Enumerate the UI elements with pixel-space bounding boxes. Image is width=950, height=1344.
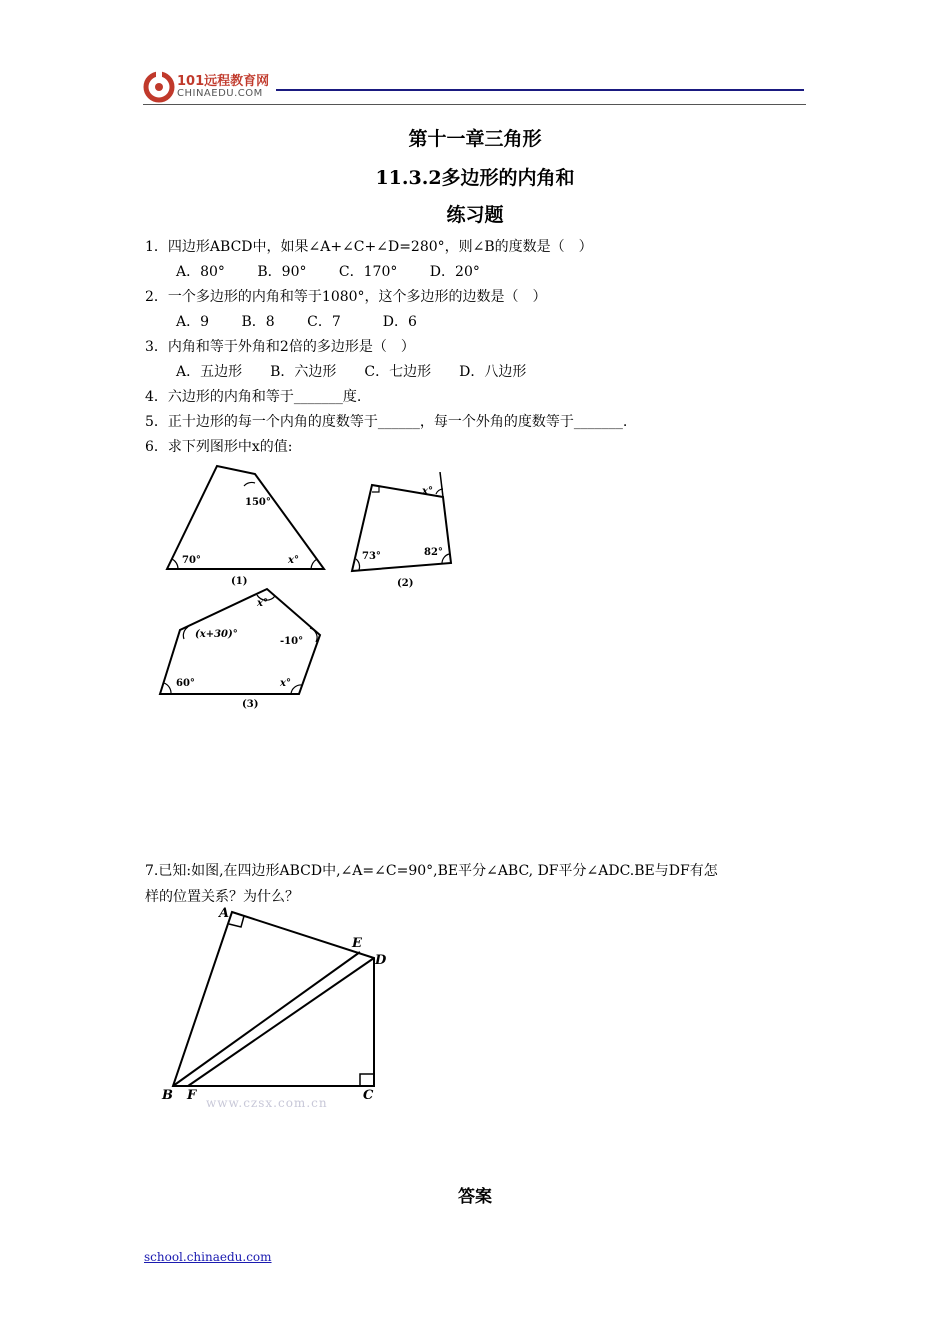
question-1-options: A．80° B．90° C．170° D．20°	[176, 264, 480, 280]
fig3-angle-right-bottom: x°	[280, 678, 291, 689]
fig7-label-C: C	[363, 1088, 374, 1103]
fig1-caption: (1)	[231, 576, 248, 587]
fig3-angle-left-bottom: 60°	[176, 678, 195, 689]
section-title: 11.3.2多边形的内角和	[375, 167, 575, 189]
fig7-label-E: E	[352, 936, 362, 951]
fig2-angle-right: 82°	[424, 547, 443, 558]
figure-2	[345, 472, 470, 592]
fig7-label-B: B	[162, 1088, 173, 1103]
question-2: 2．一个多边形的内角和等于1080°，这个多边形的边数是（ ）	[145, 289, 547, 305]
question-5: 5．正十边形的每一个内角的度数等于______，每一个外角的度数等于_______.	[145, 414, 628, 430]
question-1: 1．四边形ABCD中，如果∠A+∠C+∠D=280°，则∠B的度数是（ ）	[145, 239, 593, 255]
fig2-angle-left: 73°	[362, 551, 381, 562]
fig2-angle-x: x°	[422, 486, 433, 497]
header-rule-thin	[143, 104, 806, 105]
question-7-line2: 样的位置关系？为什么？	[145, 889, 299, 905]
question-6: 6．求下列图形中x的值:	[145, 439, 293, 455]
question-4: 4．六边形的内角和等于_______度.	[145, 389, 362, 405]
exercise-title: 练习题	[446, 204, 504, 226]
fig2-caption: (2)	[397, 578, 414, 589]
fig7-label-A: A	[219, 906, 230, 921]
answer-heading: 答案	[458, 1187, 492, 1207]
fig7-label-D: D	[375, 953, 387, 968]
logo-text: 101远程教育网	[177, 74, 270, 89]
figure-7	[155, 900, 395, 1110]
fig1-angle-right: x°	[288, 555, 299, 566]
logo-subtitle: CHINAEDU.COM	[177, 88, 263, 99]
fig1-angle-top: 150°	[245, 497, 271, 508]
fig3-angle-left-top: (x+30)°	[195, 629, 238, 640]
header-rule	[276, 89, 804, 91]
fig3-angle-right-top: -10°	[280, 636, 304, 647]
logo-icon	[143, 71, 175, 103]
question-2-options: A．9 B．8 C．7 D．6	[176, 314, 417, 330]
fig3-caption: (3)	[242, 699, 259, 710]
question-7-line1: 7.已知:如图,在四边形ABCD中,∠A=∠C=90°,BE平分∠ABC, DF平分∠ADC.BE与DF有怎	[145, 863, 718, 879]
figure-1	[160, 460, 335, 590]
chapter-title: 第十一章三角形	[408, 128, 542, 150]
figure-3	[152, 582, 337, 712]
fig1-angle-left: 70°	[182, 555, 201, 566]
footer-link[interactable]: school.chinaedu.com	[144, 1250, 272, 1264]
question-3-options: A．五边形 B．六边形 C．七边形 D．八边形	[176, 364, 527, 380]
question-3: 3．内角和等于外角和2倍的多边形是（ ）	[145, 339, 415, 355]
fig3-angle-top: x°	[257, 598, 268, 609]
watermark: www.czsx.com.cn	[206, 1096, 328, 1110]
fig7-label-F: F	[187, 1088, 197, 1103]
